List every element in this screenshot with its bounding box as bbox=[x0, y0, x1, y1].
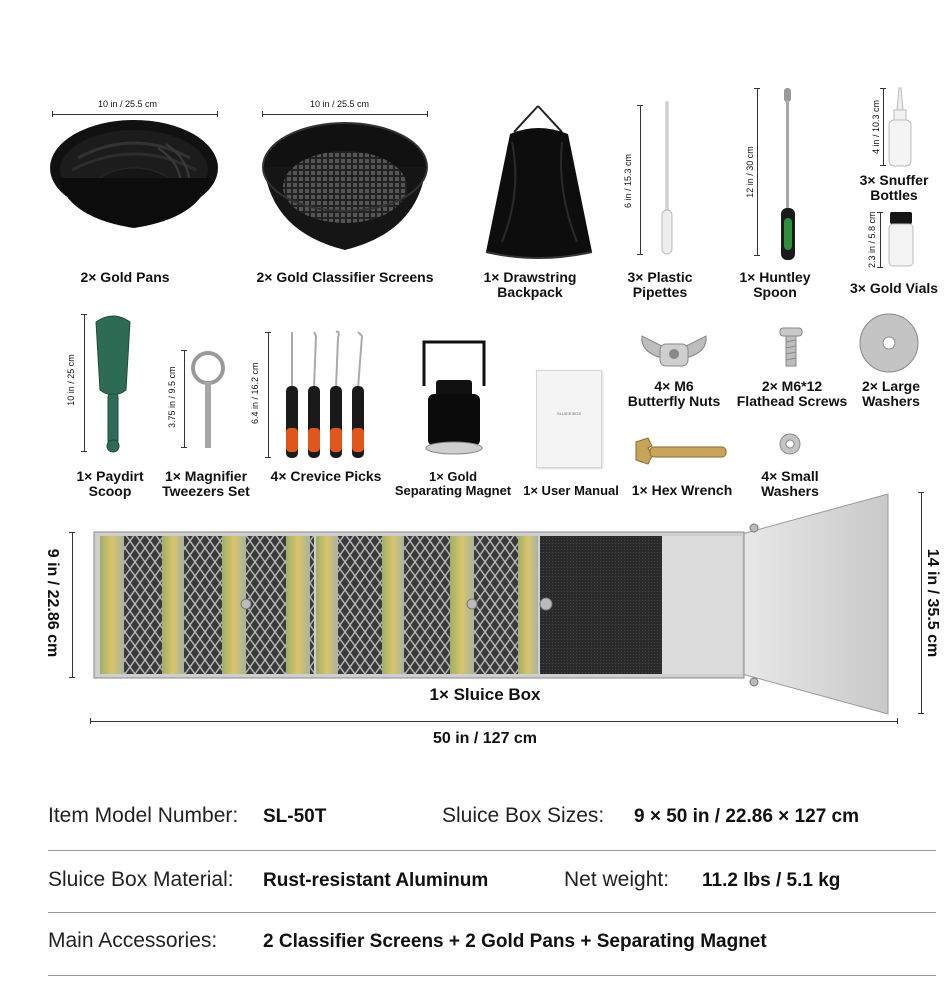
small-washers-label-line2: Washers bbox=[761, 483, 819, 499]
accessories-value: 2 Classifier Screens + 2 Gold Pans + Separating Magnet bbox=[263, 931, 767, 952]
model-number-key: Item Model Number: bbox=[48, 804, 239, 827]
gold-pans-dim: 10 in / 25.5 cm bbox=[98, 99, 158, 109]
gold-pans-label: 2× Gold Pans bbox=[80, 269, 170, 285]
manual-label: 1× User Manual bbox=[523, 483, 619, 498]
small-washer-image bbox=[778, 432, 802, 456]
classifier-label: 2× Gold Classifier Screens bbox=[256, 269, 434, 285]
spoon-label-line1: 1× Huntley bbox=[739, 269, 811, 285]
scoop-label-line1: 1× Paydirt bbox=[76, 468, 144, 484]
pipettes-label-line1: 3× Plastic bbox=[627, 269, 693, 285]
sluice-flare-dim: 14 in / 35.5 cm bbox=[924, 548, 941, 658]
material-key: Sluice Box Material: bbox=[48, 868, 234, 891]
divider bbox=[48, 912, 936, 913]
large-washers-label-line1: 2× Large bbox=[862, 378, 920, 394]
snuffer-label-line2: Bottles bbox=[870, 187, 918, 203]
manual-cover-text: SLUICE BOX bbox=[556, 411, 581, 416]
backpack-label-line2: Backpack bbox=[497, 284, 563, 300]
pipettes-label-line2: Pipettes bbox=[632, 284, 688, 300]
gold-pan-image bbox=[48, 118, 220, 233]
butterfly-label-line2: Butterfly Nuts bbox=[627, 393, 721, 409]
scoop-image bbox=[92, 312, 134, 454]
spoon-label-line2: Spoon bbox=[753, 284, 797, 300]
net-weight-key: Net weight: bbox=[564, 868, 670, 891]
screw-image bbox=[778, 326, 804, 368]
snuffer-label-line1: 3× Snuffer bbox=[859, 172, 929, 188]
hex-wrench-image bbox=[634, 436, 728, 468]
tweezers-label-line1: 1× Magnifier bbox=[164, 468, 248, 484]
snuffer-bottle-image bbox=[886, 86, 914, 168]
vials-label: 3× Gold Vials bbox=[849, 280, 939, 296]
picks-label: 4× Crevice Picks bbox=[270, 468, 382, 484]
spoon-dim: 12 in / 30 cm bbox=[745, 146, 755, 198]
snuffer-dim: 4 in / 10.3 cm bbox=[871, 99, 881, 155]
net-weight-value: 11.2 lbs / 5.1 kg bbox=[702, 870, 841, 891]
tweezers-image bbox=[190, 348, 226, 452]
large-washer-image bbox=[858, 312, 920, 374]
vial-image bbox=[886, 210, 916, 268]
tweezers-label-line2: Tweezers Set bbox=[162, 483, 250, 499]
sluice-box-image bbox=[90, 492, 900, 716]
magnet-label-line1: 1× Gold bbox=[428, 469, 478, 484]
small-washers-label-line1: 4× Small bbox=[761, 468, 819, 484]
backpack-label-line1: 1× Drawstring bbox=[483, 269, 577, 285]
vials-dim: 2.3 in / 5.8 cm bbox=[867, 211, 877, 268]
crevice-picks-image bbox=[280, 328, 372, 462]
backpack-image bbox=[482, 102, 596, 262]
magnet-label-line2: Separating Magnet bbox=[394, 483, 512, 498]
sluice-length-dim: 50 in / 127 cm bbox=[432, 730, 538, 747]
large-washers-label-line2: Washers bbox=[862, 393, 920, 409]
classifier-dim: 10 in / 25.5 cm bbox=[310, 99, 370, 109]
divider bbox=[48, 975, 936, 976]
butterfly-label-line1: 4× M6 bbox=[654, 378, 694, 394]
scoop-label-line2: Scoop bbox=[88, 483, 132, 499]
sluice-size-key: Sluice Box Sizes: bbox=[442, 804, 605, 827]
sluice-box-label: 1× Sluice Box bbox=[429, 685, 541, 704]
scoop-dim: 10 in / 25 cm bbox=[66, 354, 76, 406]
manual-image bbox=[536, 370, 602, 468]
sluice-width-dim: 9 in / 22.86 cm bbox=[44, 548, 61, 658]
screws-label-line2: Flathead Screws bbox=[736, 393, 848, 409]
screws-label-line1: 2× M6*12 bbox=[761, 378, 823, 394]
hex-wrench-label: 1× Hex Wrench bbox=[631, 482, 733, 498]
magnet-image bbox=[418, 336, 490, 460]
model-number-value: SL-50T bbox=[263, 806, 327, 827]
pipettes-dim: 6 in / 15.3 cm bbox=[623, 153, 633, 209]
sluice-size-value: 9 × 50 in / 22.86 × 127 cm bbox=[634, 806, 859, 827]
tweezers-dim: 3.75 in / 9.5 cm bbox=[167, 366, 177, 428]
spoon-image bbox=[776, 86, 800, 261]
classifier-screen-image bbox=[262, 122, 428, 257]
butterfly-nut-image bbox=[638, 332, 710, 370]
picks-dim: 6.4 in / 16.2 cm bbox=[250, 362, 260, 424]
divider bbox=[48, 850, 936, 851]
accessories-key: Main Accessories: bbox=[48, 929, 218, 952]
material-value: Rust-resistant Aluminum bbox=[263, 870, 489, 891]
pipette-image bbox=[657, 100, 677, 260]
